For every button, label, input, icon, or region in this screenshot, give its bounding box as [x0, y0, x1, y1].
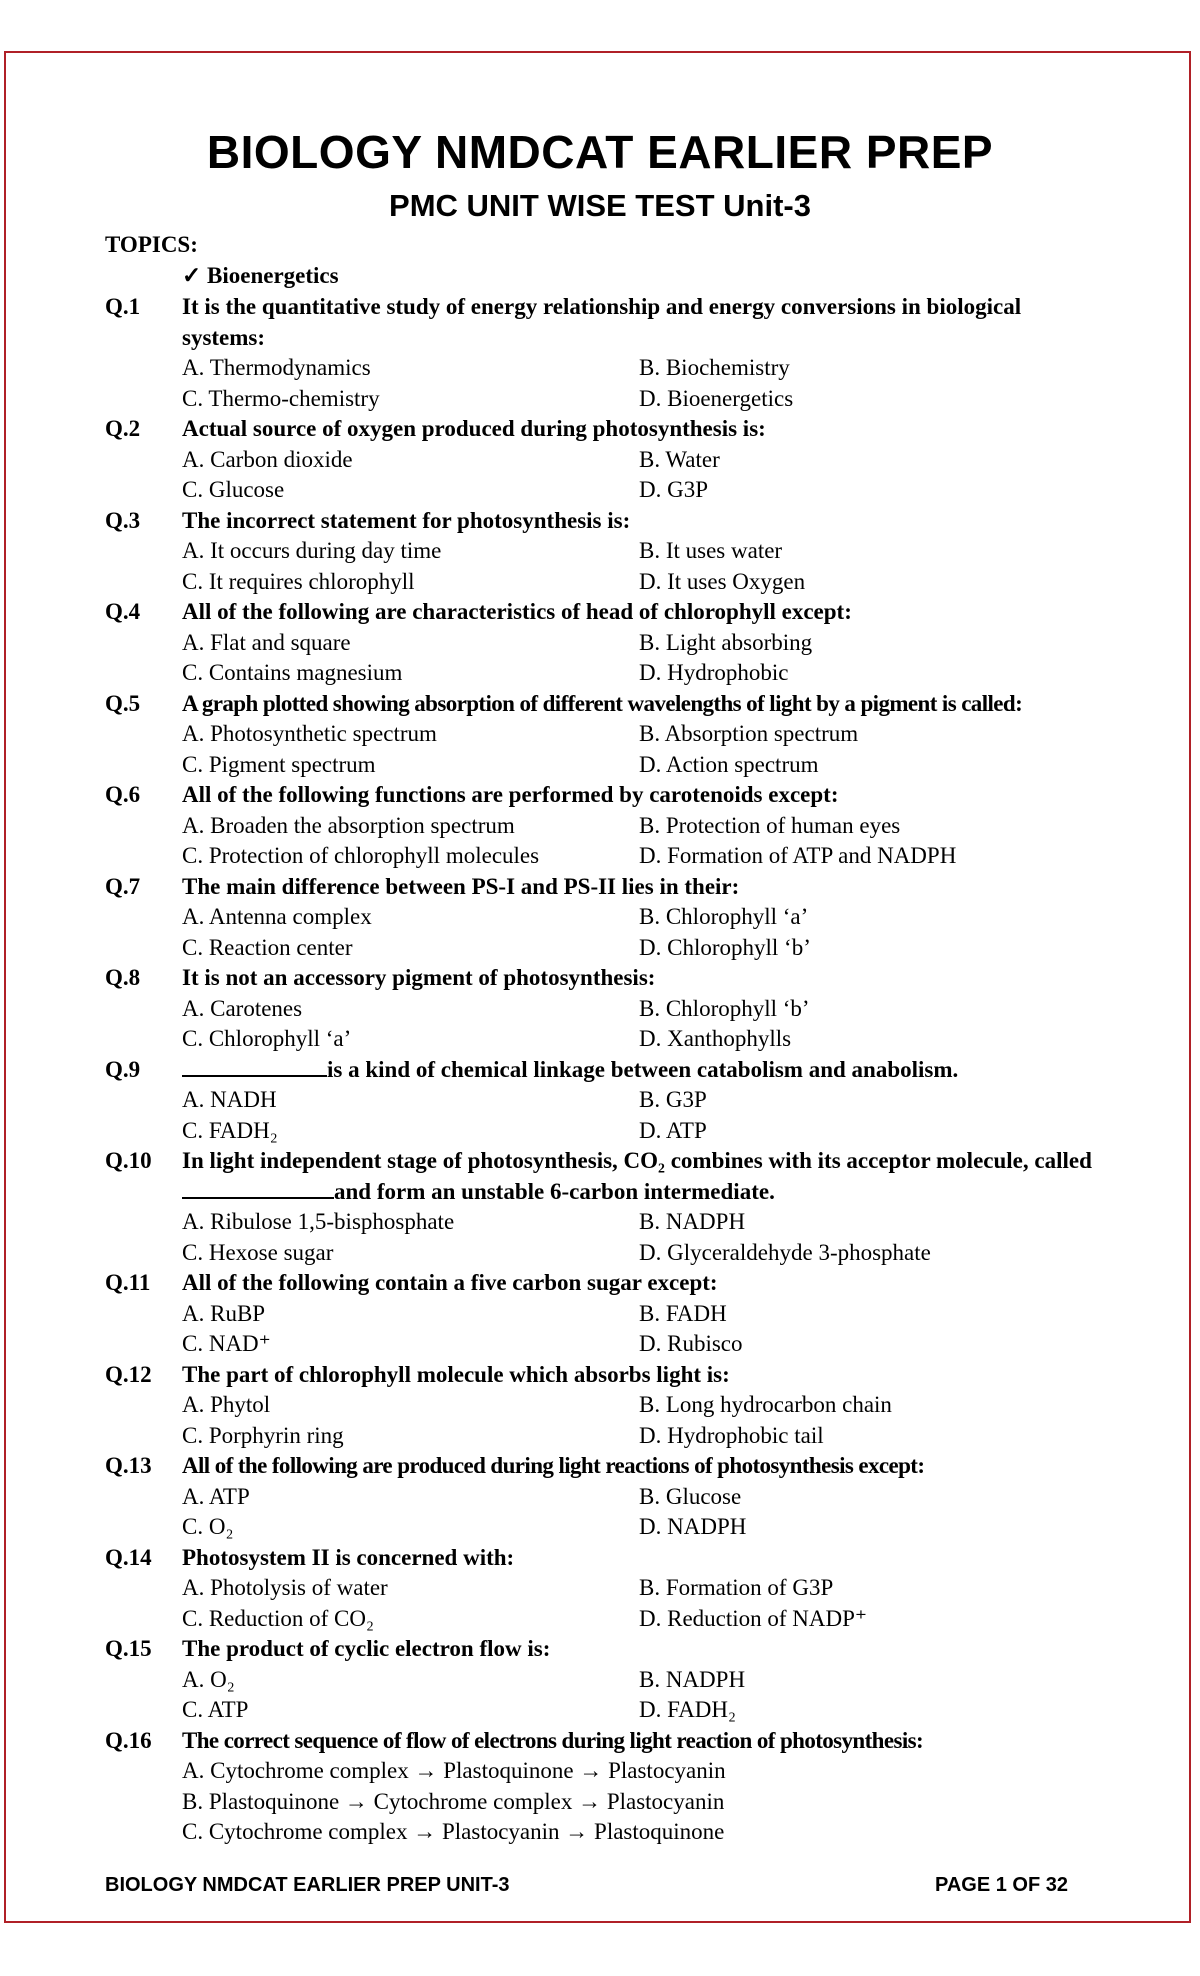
option-b: B. Formation of G3P: [639, 1575, 834, 1600]
option-a: A. Ribulose 1,5-bisphosphate: [182, 1209, 455, 1234]
question-4: [105, 597, 1105, 628]
option-b: B. Water: [639, 446, 720, 472]
topic-item: ✓ Bioenergetics: [182, 263, 339, 288]
option-c: C. NAD⁺: [182, 1331, 271, 1356]
options: [105, 811, 1105, 872]
option-c: C. FADH₂: [182, 1117, 278, 1143]
question-13: [105, 1451, 1105, 1482]
option-d: D. Rubisco: [639, 1331, 743, 1356]
options: [105, 1665, 1105, 1726]
option-d: D. NADPH: [639, 1514, 747, 1539]
option-d: D. Xanthophylls: [639, 1026, 792, 1051]
question-text: [182, 1055, 1105, 1086]
option-d: D. Reduction of NADP⁺: [639, 1605, 868, 1631]
options: [105, 628, 1105, 689]
question-text: It is not an accessory pigment of photosynthesis:: [182, 965, 656, 990]
option-b: B. FADH: [639, 1300, 727, 1326]
option-c: C. Protection of chlorophyll molecules: [182, 843, 540, 868]
question-number: Q.15: [105, 1636, 152, 1661]
option-d: D. Action spectrum: [639, 751, 819, 777]
question-text: The main difference between PS-I and PS-II lies in their:: [182, 873, 740, 899]
options: [105, 445, 1105, 506]
option-b: B. Chlorophyll ‘a’: [639, 904, 809, 929]
question-number: Q.11: [105, 1270, 151, 1295]
option-b: B. NADPH: [639, 1209, 746, 1234]
option-a: A. Broaden the absorption spectrum: [182, 812, 515, 838]
option-c: C. Pigment spectrum: [182, 751, 376, 777]
question-number: Q.9: [105, 1056, 141, 1082]
question-text-before: In light independent stage of photosynthesis, CO₂ combines with its acceptor molecule, called: [182, 1148, 1092, 1173]
page-number: PAGE 1 OF 32: [935, 1874, 1069, 1896]
option-c: C. Reaction center: [182, 934, 353, 960]
question-number: Q.14: [105, 1544, 152, 1570]
option-d: D. ATP: [639, 1117, 707, 1143]
option-a: A. Flat and square: [182, 629, 351, 655]
option-b: B. Glucose: [639, 1483, 742, 1509]
option-b: B. Plastoquinone → Cytochrome complex → Plastocyanin: [182, 1788, 725, 1814]
option-d: D. It uses Oxygen: [639, 568, 806, 594]
question-number: Q.1: [105, 294, 141, 319]
question-3: [105, 506, 1105, 537]
option-d: D. Formation of ATP and NADPH: [639, 843, 957, 868]
option-c: C. Glucose: [182, 477, 285, 502]
option-c: C. O₂: [182, 1514, 234, 1539]
option-b: B. Long hydrocarbon chain: [639, 1392, 892, 1417]
option-c: C. Chlorophyll ‘a’: [182, 1026, 352, 1051]
answer-blank: [182, 1055, 327, 1077]
option-a: A. Phytol: [182, 1392, 271, 1417]
question-text-body: is a kind of chemical linkage between catabolism and anabolism.: [327, 1056, 959, 1082]
option-d: D. FADH₂: [639, 1697, 737, 1722]
question-text-after: and form an unstable 6-carbon intermediate.: [334, 1178, 775, 1204]
question-number: Q.4: [105, 599, 141, 624]
topics-label: TOPICS:: [105, 232, 198, 257]
option-a: A. Carbon dioxide: [182, 446, 353, 472]
options: [105, 1573, 1105, 1634]
question-text: All of the following functions are performed by carotenoids except:: [182, 782, 839, 807]
options: [105, 1207, 1105, 1268]
option-d: D. Hydrophobic: [639, 660, 789, 685]
options: [105, 719, 1105, 780]
option-d: D. Glyceraldehyde 3-phosphate: [639, 1239, 931, 1265]
option-a: A. Carotenes: [182, 995, 303, 1021]
options: [105, 536, 1105, 597]
question-14: [105, 1543, 1105, 1574]
question-10: [105, 1146, 1105, 1207]
answer-blank: [182, 1177, 334, 1199]
question-12: [105, 1360, 1105, 1391]
question-number: Q.13: [105, 1453, 152, 1478]
options: [105, 994, 1105, 1055]
option-c: C. Cytochrome complex → Plastocyanin → Plastoquinone: [182, 1819, 725, 1844]
options: [105, 1756, 1105, 1848]
option-a: A. NADH: [182, 1087, 277, 1112]
page-subtitle: PMC UNIT WISE TEST Unit-3: [389, 188, 811, 223]
option-b: B. Absorption spectrum: [639, 721, 859, 746]
question-11: [105, 1268, 1105, 1299]
option-a: A. It occurs during day time: [182, 538, 442, 563]
page-title: BIOLOGY NMDCAT EARLIER PREP: [206, 126, 994, 178]
question-number: Q.3: [105, 507, 141, 533]
option-b: B. It uses water: [639, 538, 783, 563]
question-2: [105, 414, 1105, 445]
question-text: [182, 1146, 1105, 1207]
question-number: Q.16: [105, 1727, 152, 1753]
option-d: D. Hydrophobic tail: [639, 1422, 824, 1448]
question-number: Q.2: [105, 416, 141, 441]
option-a: A. ATP: [182, 1483, 250, 1509]
option-b: B. NADPH: [639, 1666, 746, 1692]
options: [105, 1299, 1105, 1360]
option-b: B. Protection of human eyes: [639, 812, 901, 838]
option-c: C. Porphyrin ring: [182, 1422, 344, 1448]
question-15: [105, 1634, 1105, 1665]
question-text: All of the following contain a five carbon sugar except:: [182, 1270, 718, 1295]
question-1: [105, 292, 1105, 353]
option-b: B. Light absorbing: [639, 629, 813, 655]
footer-title: BIOLOGY NMDCAT EARLIER PREP UNIT-3: [105, 1874, 510, 1896]
question-text: A graph plotted showing absorption of different wavelengths of light by a pigment is called:: [182, 690, 1023, 716]
question-list: [105, 230, 1105, 1848]
question-number: Q.5: [105, 690, 141, 716]
option-a: A. Photosynthetic spectrum: [182, 721, 437, 746]
options: [105, 1482, 1105, 1543]
option-a: A. Antenna complex: [182, 904, 372, 929]
option-b: B. Chlorophyll ‘b’: [639, 995, 810, 1021]
options: [105, 902, 1105, 963]
question-text: Photosystem II is concerned with:: [182, 1544, 515, 1570]
option-c: C. Thermo-chemistry: [182, 385, 380, 411]
question-8: [105, 963, 1105, 994]
question-number: Q.12: [105, 1361, 152, 1387]
question-number: Q.10: [105, 1148, 152, 1173]
option-a: A. RuBP: [182, 1300, 266, 1326]
question-text: Actual source of oxygen produced during photosynthesis is:: [182, 416, 766, 441]
options: [105, 353, 1105, 414]
option-c: C. Contains magnesium: [182, 660, 403, 685]
question-text: The incorrect statement for photosynthesis is:: [182, 507, 631, 533]
question-text: The product of cyclic electron flow is:: [182, 1636, 551, 1661]
option-d: D. Chlorophyll ‘b’: [639, 934, 811, 960]
question-7: [105, 872, 1105, 903]
question-text: The part of chlorophyll molecule which absorbs light is:: [182, 1361, 730, 1387]
option-d: D. Bioenergetics: [639, 385, 794, 411]
options: [105, 1390, 1105, 1451]
question-text: All of the following are produced during light reactions of photosynthesis except:: [182, 1453, 925, 1478]
option-b: B. G3P: [639, 1087, 707, 1112]
option-a: A. Cytochrome complex → Plastoquinone → Plastocyanin: [182, 1758, 726, 1783]
question-number: Q.8: [105, 965, 141, 990]
question-16: [105, 1726, 1105, 1757]
question-text: The correct sequence of flow of electrons during light reaction of photosynthesis:: [182, 1727, 924, 1753]
question-text: All of the following are characteristics of head of chlorophyll except:: [182, 599, 852, 624]
question-9: [105, 1055, 1105, 1086]
question-5: [105, 689, 1105, 720]
question-6: [105, 780, 1105, 811]
question-number: Q.7: [105, 873, 141, 899]
option-d: D. G3P: [639, 477, 709, 502]
options: [105, 1085, 1105, 1146]
option-c: C. Hexose sugar: [182, 1239, 334, 1265]
option-c: C. Reduction of CO₂: [182, 1605, 375, 1631]
option-a: A. O₂: [182, 1666, 235, 1692]
question-text: It is the quantitative study of energy relationship and energy conversions in biological systems:: [182, 294, 1022, 350]
option-a: A. Photolysis of water: [182, 1575, 388, 1600]
option-c: C. ATP: [182, 1697, 249, 1722]
question-number: Q.6: [105, 782, 141, 807]
option-a: A. Thermodynamics: [182, 355, 371, 380]
option-b: B. Biochemistry: [639, 355, 790, 380]
option-c: C. It requires chlorophyll: [182, 568, 415, 594]
